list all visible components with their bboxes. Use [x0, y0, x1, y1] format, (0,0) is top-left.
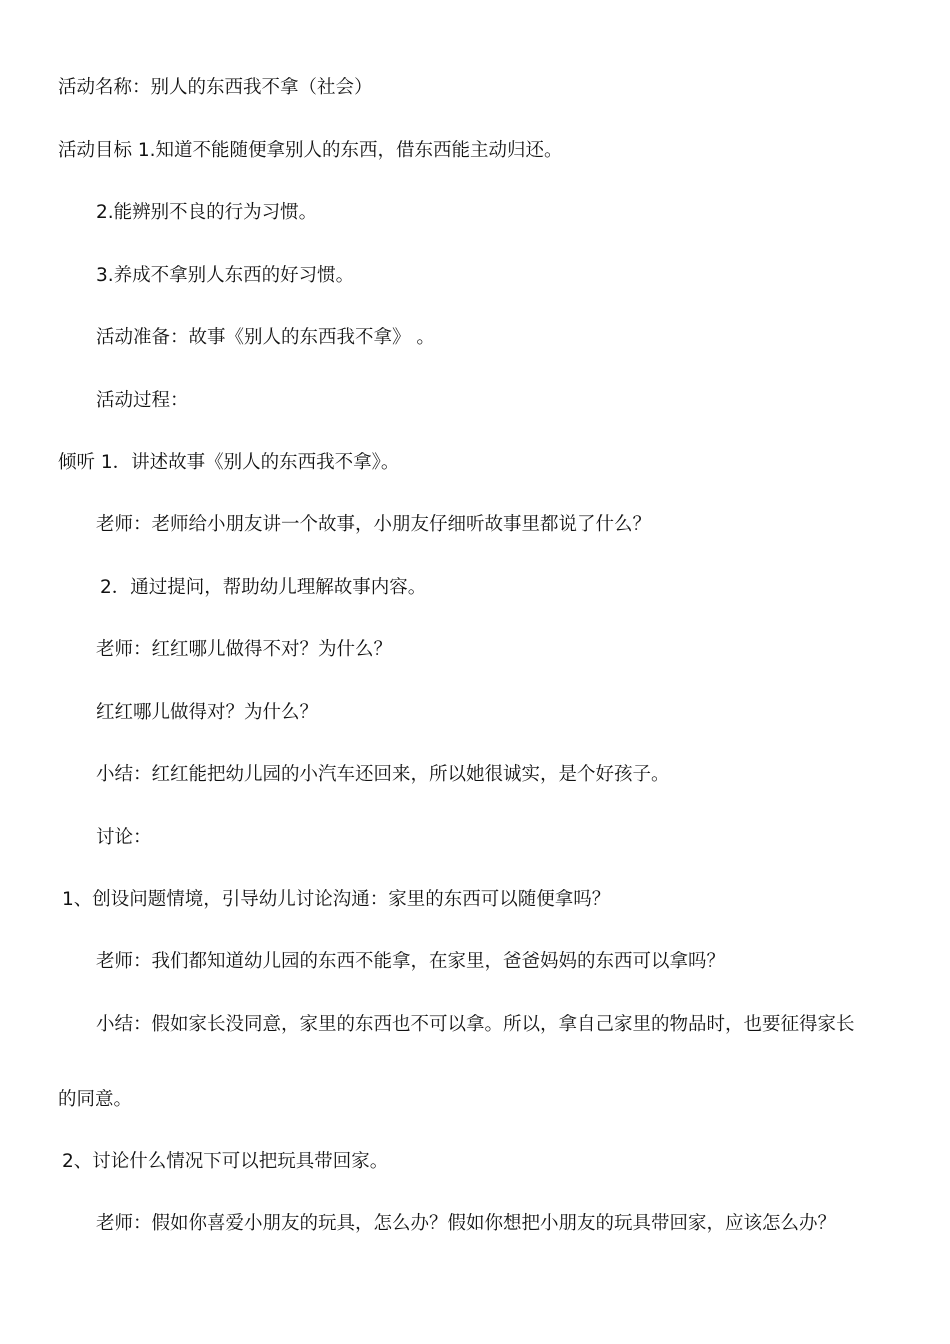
listen-step-1: 倾听 1．讲述故事《别人的东西我不拿》。: [58, 452, 400, 473]
question-line: 红红哪儿做得对？为什么？: [96, 702, 319, 723]
summary-2: 小结：假如家长没同意，家里的东西也不可以拿。所以，拿自己家里的物品时，也要征得家长: [96, 1014, 855, 1035]
teacher-line-2: 老师：红红哪儿做得不对？为什么？: [96, 639, 393, 660]
teacher-line-1: 老师：老师给小朋友讲一个故事，小朋友仔细听故事里都说了什么？: [96, 514, 652, 535]
discussion-heading: 讨论：: [96, 827, 152, 848]
summary-2-continued: 的同意。: [58, 1089, 133, 1110]
activity-process: 活动过程：: [96, 390, 189, 411]
discussion-item-1: 1、创设问题情境，引导幼儿讨论沟通：家里的东西可以随便拿吗？: [62, 889, 611, 910]
activity-preparation: 活动准备：故事《别人的东西我不拿》 。: [96, 327, 435, 348]
teacher-line-4: 老师：假如你喜爱小朋友的玩具，怎么办？假如你想把小朋友的玩具带回家，应该怎么办？: [96, 1213, 837, 1234]
discussion-item-2: 2、讨论什么情况下可以把玩具带回家。: [62, 1151, 389, 1172]
activity-goal-2: 2.能辨别不良的行为习惯。: [96, 202, 318, 223]
activity-name: 活动名称：别人的东西我不拿（社会）: [58, 77, 373, 98]
summary-1: 小结：红红能把幼儿园的小汽车还回来，所以她很诚实，是个好孩子。: [96, 764, 670, 785]
activity-goal-1: 活动目标 1.知道不能随便拿别人的东西，借东西能主动归还。: [58, 140, 563, 161]
listen-step-2: 2．通过提问，帮助幼儿理解故事内容。: [100, 577, 427, 598]
activity-goal-3: 3.养成不拿别人东西的好习惯。: [96, 265, 355, 286]
teacher-line-3: 老师：我们都知道幼儿园的东西不能拿，在家里，爸爸妈妈的东西可以拿吗？: [96, 951, 726, 972]
